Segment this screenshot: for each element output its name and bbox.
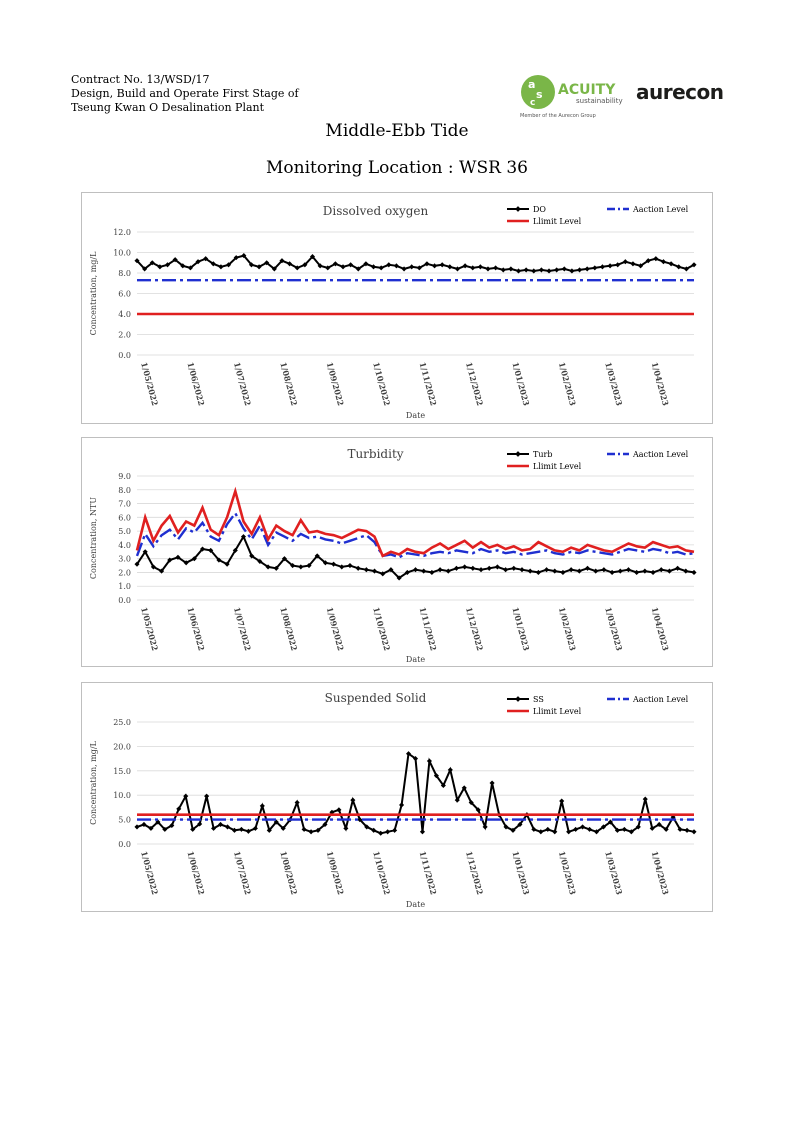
y-tick-label: 7.0 xyxy=(118,499,131,509)
data-point xyxy=(519,567,524,572)
legend-label: Aaction Level xyxy=(633,450,689,459)
x-tick-label: 1/08/2022 xyxy=(278,849,300,896)
data-point xyxy=(309,829,314,834)
data-point xyxy=(432,263,437,268)
y-tick-label: 2.0 xyxy=(118,568,131,578)
legend-marker xyxy=(515,696,521,702)
data-point xyxy=(577,569,582,574)
data-point xyxy=(622,827,627,832)
legend-label: Aaction Level xyxy=(633,695,689,704)
data-point xyxy=(691,829,696,834)
data-point xyxy=(554,267,559,272)
x-tick-label: 1/04/2023 xyxy=(649,605,671,652)
y-tick-label: 12.0 xyxy=(113,228,131,237)
data-point xyxy=(667,569,672,574)
data-point xyxy=(429,570,434,575)
y-axis-label: Concentration, mg/L xyxy=(89,251,98,336)
legend xyxy=(507,450,689,471)
svg-text:s: s xyxy=(536,88,543,101)
x-tick-label: 1/05/2022 xyxy=(139,605,161,652)
data-point xyxy=(585,266,590,271)
acuity-name: ACUITY xyxy=(558,82,616,98)
legend-marker xyxy=(515,206,521,212)
data-point xyxy=(601,567,606,572)
x-tick-label: 1/04/2023 xyxy=(649,849,671,896)
legend-marker xyxy=(515,451,521,457)
data-point xyxy=(683,569,688,574)
data-point xyxy=(544,567,549,572)
limit-level-line xyxy=(137,491,694,556)
x-tick-label: 1/12/2022 xyxy=(463,849,486,896)
data-point xyxy=(560,570,565,575)
chart-dissolved-oxygen xyxy=(82,193,712,423)
x-tick-label: 1/11/2022 xyxy=(417,849,439,896)
x-axis-label: Date xyxy=(405,900,426,909)
project-name: Tseung Kwan O Desalination Plant xyxy=(71,101,265,114)
data-point xyxy=(675,566,680,571)
data-point xyxy=(438,567,443,572)
legend-label: Aaction Level xyxy=(633,205,689,214)
x-tick-label: 1/08/2022 xyxy=(278,360,300,407)
data-point xyxy=(559,799,564,804)
data-point xyxy=(610,570,615,575)
data-point xyxy=(420,829,425,834)
x-tick-label: 1/11/2022 xyxy=(417,360,439,407)
y-tick-label: 10.0 xyxy=(113,791,131,801)
data-point xyxy=(413,567,418,572)
data-point xyxy=(618,569,623,574)
data-point xyxy=(592,265,597,270)
data-point xyxy=(421,569,426,574)
y-tick-label: 4.0 xyxy=(118,540,131,550)
data-point xyxy=(462,564,467,569)
data-point xyxy=(503,567,508,572)
x-tick-label: 1/03/2023 xyxy=(603,360,625,407)
data-point xyxy=(364,567,369,572)
x-tick-label: 1/09/2022 xyxy=(324,849,346,896)
chart-title: Dissolved oxygen xyxy=(322,204,429,218)
x-tick-label: 1/10/2022 xyxy=(371,605,393,652)
x-axis-label: Date xyxy=(405,655,426,664)
x-tick-label: 1/05/2022 xyxy=(139,849,161,896)
data-point xyxy=(600,264,605,269)
y-tick-label: 1.0 xyxy=(118,582,131,592)
data-point xyxy=(585,566,590,571)
y-tick-label: 6.0 xyxy=(118,513,131,523)
data-point xyxy=(626,567,631,572)
x-tick-label: 1/11/2022 xyxy=(417,605,439,652)
x-tick-label: 1/06/2022 xyxy=(185,605,207,652)
x-tick-label: 1/07/2022 xyxy=(231,360,254,407)
data-point xyxy=(485,266,490,271)
chart-title: Suspended Solid xyxy=(324,691,427,705)
x-tick-label: 1/09/2022 xyxy=(324,605,346,652)
data-point xyxy=(478,264,483,269)
y-tick-label: 8.0 xyxy=(118,269,131,278)
data-point xyxy=(356,566,361,571)
chart-suspended-solid xyxy=(82,683,712,911)
data-point xyxy=(577,267,582,272)
data-point xyxy=(545,827,550,832)
data-point xyxy=(538,829,543,834)
data-point xyxy=(566,829,571,834)
y-tick-label: 2.0 xyxy=(118,330,131,340)
data-point xyxy=(511,566,516,571)
data-point xyxy=(569,567,574,572)
acuity-sub: sustainability xyxy=(576,97,623,105)
x-tick-label: 1/02/2023 xyxy=(556,360,579,407)
legend xyxy=(507,695,689,716)
svg-text:c: c xyxy=(530,98,536,108)
data-point xyxy=(394,263,399,268)
data-point xyxy=(478,567,483,572)
data-point xyxy=(487,566,492,571)
data-point xyxy=(643,797,648,802)
x-tick-label: 1/05/2022 xyxy=(139,360,161,407)
y-tick-label: 5.0 xyxy=(118,815,131,825)
chart-panel-ss xyxy=(81,682,713,912)
chart-panel-turbidity xyxy=(81,437,713,667)
data-point xyxy=(385,829,390,834)
data-point xyxy=(539,267,544,272)
data-point xyxy=(659,567,664,572)
data-point xyxy=(593,569,598,574)
legend-label: Turb xyxy=(533,450,553,459)
location-title: Monitoring Location : WSR 36 xyxy=(265,158,528,178)
x-tick-label: 1/03/2023 xyxy=(603,605,625,652)
aurecon-logo: aurecon xyxy=(636,80,724,104)
data-point xyxy=(495,564,500,569)
data-point xyxy=(302,827,307,832)
x-tick-label: 1/12/2022 xyxy=(463,605,486,652)
data-point xyxy=(379,265,384,270)
x-tick-label: 1/08/2022 xyxy=(278,605,300,652)
data-point xyxy=(501,267,506,272)
contract-number: Contract No. 13/WSD/17 xyxy=(71,73,210,86)
y-tick-label: 10.0 xyxy=(113,248,131,258)
acuity-logo xyxy=(518,72,628,120)
y-tick-label: 0.0 xyxy=(118,351,131,360)
y-tick-label: 3.0 xyxy=(118,554,131,564)
x-tick-label: 1/10/2022 xyxy=(371,849,393,896)
y-axis-label: Concentration, mg/L xyxy=(89,741,98,825)
data-point xyxy=(573,827,578,832)
data-point xyxy=(580,824,585,829)
legend-label: Llimit Level xyxy=(533,217,582,226)
data-point xyxy=(447,264,452,269)
chart-title: Turbidity xyxy=(347,447,404,461)
x-tick-label: 1/10/2022 xyxy=(371,360,393,407)
x-tick-label: 1/01/2023 xyxy=(510,605,532,652)
data-point xyxy=(446,569,451,574)
y-tick-label: 15.0 xyxy=(113,766,131,776)
y-tick-label: 20.0 xyxy=(113,742,131,752)
x-tick-label: 1/07/2022 xyxy=(231,849,254,896)
data-point xyxy=(350,798,355,803)
y-tick-label: 4.0 xyxy=(118,310,131,319)
y-tick-label: 0.0 xyxy=(118,596,131,605)
data-point xyxy=(470,566,475,571)
data-point xyxy=(260,803,265,808)
legend-label: Llimit Level xyxy=(533,707,582,716)
x-tick-label: 1/12/2022 xyxy=(463,360,486,407)
x-tick-label: 1/07/2022 xyxy=(231,605,254,652)
data-point xyxy=(608,263,613,268)
data-point xyxy=(204,794,209,799)
data-point xyxy=(691,570,696,575)
legend-label: DO xyxy=(533,205,546,214)
svg-text:a: a xyxy=(528,78,536,91)
y-tick-label: 6.0 xyxy=(118,289,131,299)
x-axis-label: Date xyxy=(405,411,426,420)
data-point xyxy=(343,826,348,831)
x-tick-label: 1/02/2023 xyxy=(556,605,579,652)
data-point xyxy=(493,265,498,270)
data-point xyxy=(630,261,635,266)
x-tick-label: 1/06/2022 xyxy=(185,360,207,407)
acuity-tagline: Member of the Aurecon Group xyxy=(520,113,596,119)
y-tick-label: 25.0 xyxy=(113,718,131,727)
data-point xyxy=(634,570,639,575)
data-point xyxy=(134,824,139,829)
data-point xyxy=(470,265,475,270)
chart-panel-do xyxy=(81,192,713,424)
data-point xyxy=(298,564,303,569)
x-tick-label: 1/09/2022 xyxy=(324,360,346,407)
x-tick-label: 1/01/2023 xyxy=(510,360,532,407)
data-point xyxy=(524,267,529,272)
data-point xyxy=(440,262,445,267)
data-point xyxy=(587,827,592,832)
x-tick-label: 1/03/2023 xyxy=(603,849,625,896)
data-point xyxy=(642,569,647,574)
data-point xyxy=(331,562,336,567)
y-tick-label: 8.0 xyxy=(118,485,131,495)
data-point xyxy=(409,264,414,269)
data-point xyxy=(490,780,495,785)
y-tick-label: 0.0 xyxy=(118,840,131,849)
data-point xyxy=(552,569,557,574)
data-point xyxy=(239,827,244,832)
legend-label: SS xyxy=(533,695,544,704)
legend xyxy=(507,205,689,226)
x-tick-label: 1/04/2023 xyxy=(649,360,671,407)
contract-header xyxy=(71,73,299,115)
y-tick-label: 9.0 xyxy=(118,472,131,481)
data-point xyxy=(392,828,397,833)
x-tick-label: 1/02/2023 xyxy=(556,849,579,896)
chart-turbidity xyxy=(82,438,712,666)
legend-label: Llimit Level xyxy=(533,462,582,471)
data-point xyxy=(336,807,341,812)
data-point xyxy=(347,563,352,568)
data-point xyxy=(372,569,377,574)
y-tick-label: 5.0 xyxy=(118,527,131,537)
data-point xyxy=(454,566,459,571)
data-point xyxy=(623,259,628,264)
data-point xyxy=(528,569,533,574)
data-point xyxy=(339,564,344,569)
data-point xyxy=(562,266,567,271)
contract-description: Design, Build and Operate First Stage of xyxy=(71,87,299,100)
data-point xyxy=(508,266,513,271)
data-point xyxy=(552,829,557,834)
page-title: Middle-Ebb Tide xyxy=(325,121,469,141)
data-point xyxy=(650,570,655,575)
data-point xyxy=(399,802,404,807)
data-point xyxy=(536,570,541,575)
data-point xyxy=(684,828,689,833)
x-tick-label: 1/01/2023 xyxy=(510,849,532,896)
x-tick-label: 1/06/2022 xyxy=(185,849,207,896)
y-axis-label: Concentration, NTU xyxy=(89,496,98,580)
